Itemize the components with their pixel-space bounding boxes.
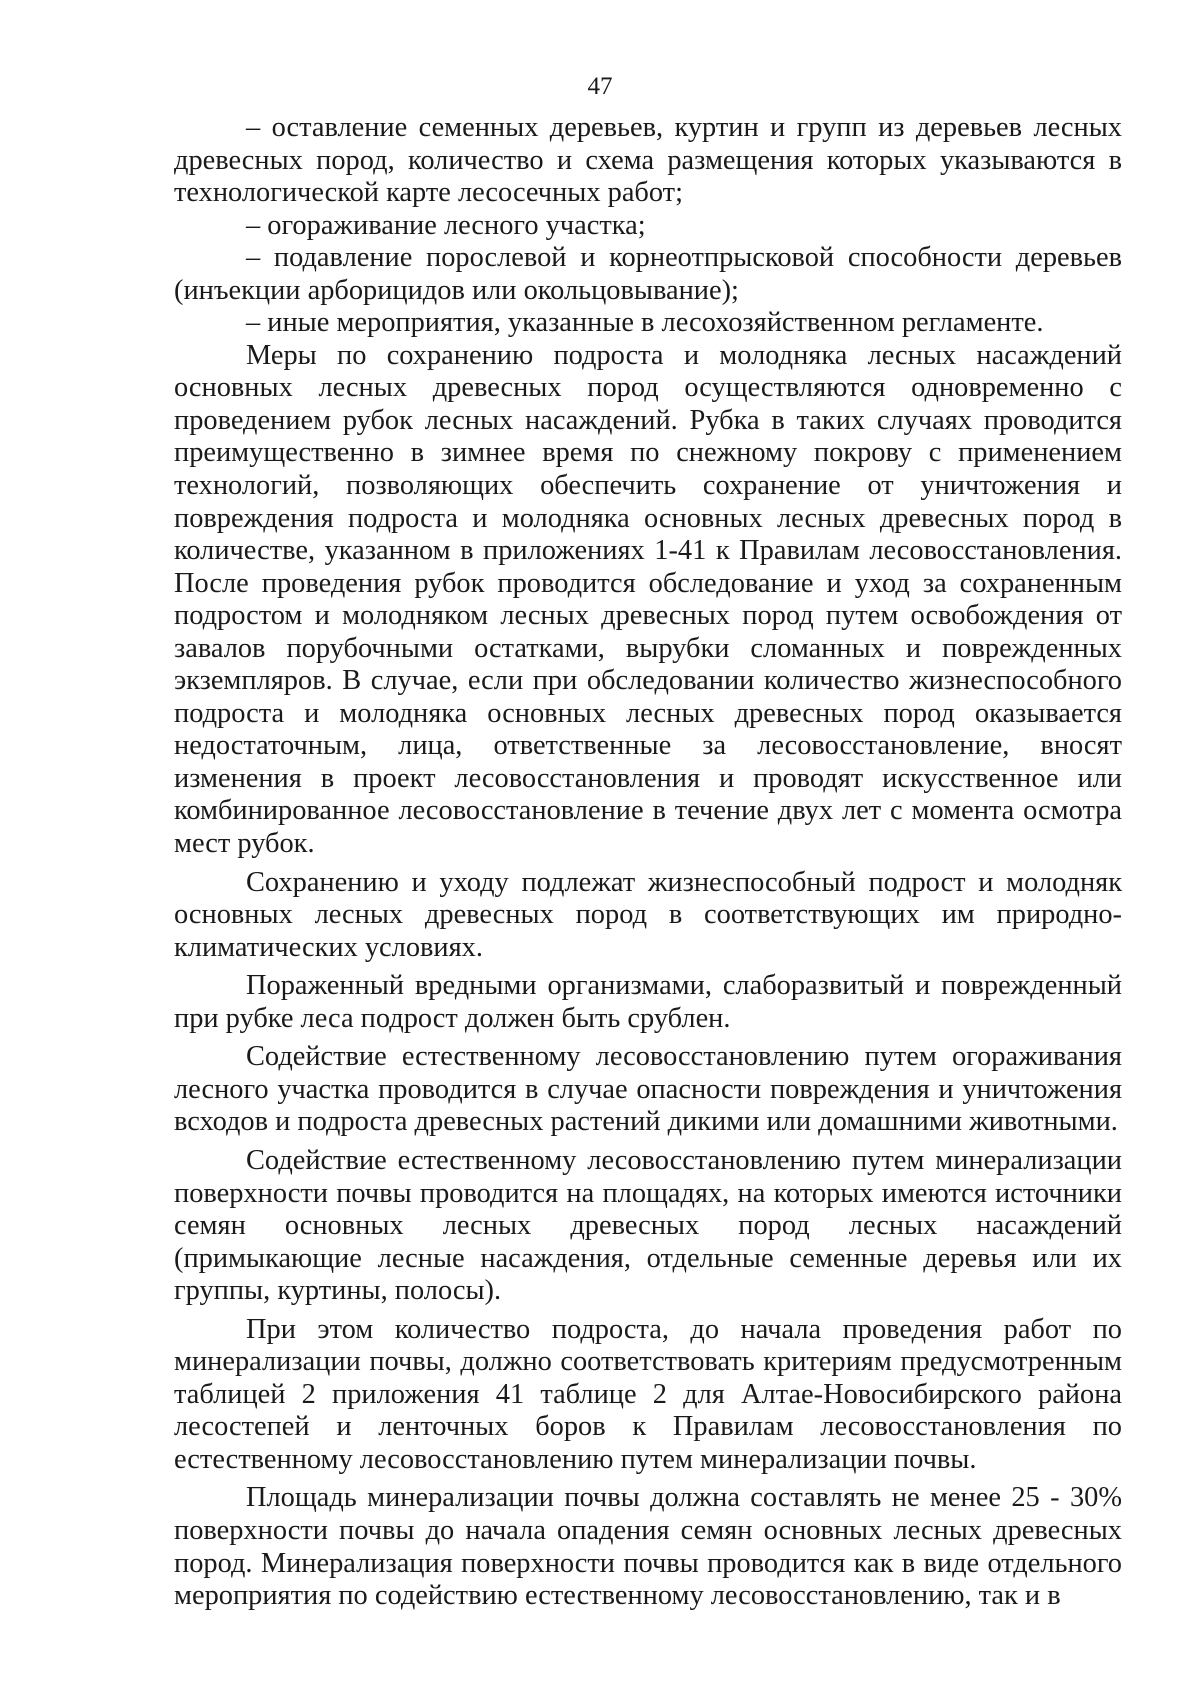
list-item-other-measures: – иные мероприятия, указанные в лесохозяйственном регламенте. bbox=[246, 307, 1044, 339]
paragraph-preservation-measures: Меры по сохранению подроста и молодняка лесных насаждений основных лесных древесных пород осуществляются одновременно с проведением рубок лесных насаждений. Рубка в таких случаях проводится преимущественно в зимнее время по снежному покрову с применением технологий, позволяющих обеспечить сохранение от уничтожения и повреждения подроста и молодняка основных лесных древесных пород в количестве, указанном в приложениях 1-41 к Правилам лесовосстановления. После проведения рубок проводится обследование и уход за сохраненным подростом и молодняком лесных древесных пород путем освобождения от завалов порубочными остатками, вырубки сломанных и поврежденных экземпляров. В случае, если при обследовании количество жизнеспособного подроста и молодняка основных лесных древесных пород оказывается недостаточным, лица, ответственные за лесовосстановление, вносят изменения в проект лесовосстановления и проводят искусственное или комбинированное лесовосстановление в течение двух лет с момента осмотра мест рубок. bbox=[174, 339, 1122, 860]
document-body bbox=[174, 112, 1122, 1613]
paragraph-mineralization-assistance: Содействие естественному лесовосстановлению путем минерализации поверхности почвы проводится на площадях, на которых имеются источники семян основных лесных древесных пород лесных насаждений (примыкающие лесные насаждения, отдельные семенные деревья или их группы, куртины, полосы). bbox=[174, 1144, 1122, 1307]
paragraph-mineralization-area: Площадь минерализации почвы должна составлять не менее 25 - 30% поверхности почвы до начала опадения семян основных лесных древесных пород. Минерализация поверхности почвы проводится как в виде отдельного мероприятия по содействию естественному лесовосстановлению, так и в bbox=[174, 1482, 1122, 1612]
list-item-seed-trees: – оставление семенных деревьев, куртин и групп из деревьев лесных древесных пород, количество и схема размещения которых указываются в технологической карте лесосечных работ; bbox=[174, 112, 1122, 209]
page-number: 47 bbox=[587, 73, 613, 100]
paragraph-undergrowth-criteria: При этом количество подроста, до начала проведения работ по минерализации почвы, должно соответствовать критериям предусмотренным таблицей 2 приложения 41 таблице 2 для Алтае-Новосибирского района лесостепей и ленточных боров к Правилам лесовосстановления по естественному лесовосстановлению путем минерализации почвы. bbox=[174, 1313, 1122, 1475]
list-item-suppression: – подавление порослевой и корнеотпрысковой способности деревьев (инъекции арборицидов или окольцовывание); bbox=[174, 242, 1122, 306]
list-item-fencing: – огораживание лесного участка; bbox=[246, 209, 646, 241]
paragraph-care-subject: Сохранению и уходу подлежат жизнеспособный подрост и молодняк основных лесных древесных пород в соответствующих им природно-климатических условиях. bbox=[174, 866, 1122, 963]
paragraph-damaged-undergrowth: Пораженный вредными организмами, слаборазвитый и поврежденный при рубке леса подрост должен быть срублен. bbox=[174, 970, 1122, 1034]
paragraph-fencing-assistance: Содействие естественному лесовосстановлению путем огораживания лесного участка проводится в случае опасности повреждения и уничтожения всходов и подроста древесных растений дикими или домашними животными. bbox=[174, 1041, 1122, 1138]
